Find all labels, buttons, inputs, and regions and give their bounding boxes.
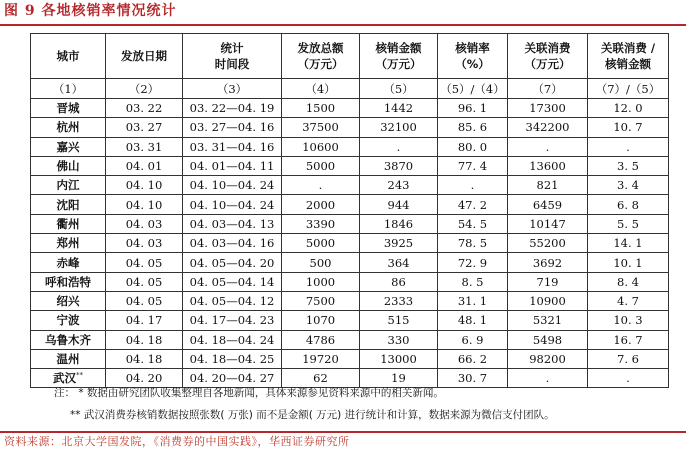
cell-rate: 85. 6 [438, 118, 508, 137]
cell-issued: 37500 [282, 118, 360, 137]
cell-rate: 31. 1 [438, 291, 508, 310]
table-row [31, 118, 669, 137]
cell-period: 04. 01—04. 11 [183, 156, 282, 175]
cell-rate: 30. 7 [438, 369, 508, 388]
table-row [31, 311, 669, 330]
cell-redeemed: . [360, 137, 438, 156]
cell-consumption: . [508, 137, 588, 156]
city-name: 晋城 [56, 101, 80, 116]
cell-period: 03. 31—04. 16 [183, 137, 282, 156]
table-row [31, 349, 669, 368]
cell-city [31, 99, 106, 118]
cell-ratio: . [588, 369, 669, 388]
cell-rate: 80. 0 [438, 137, 508, 156]
cell-redeemed: 330 [360, 330, 438, 349]
cell-redeemed: 1846 [360, 214, 438, 233]
cell-city [31, 291, 106, 310]
cell-ratio: 12. 0 [588, 99, 669, 118]
cell-date: 04. 03 [106, 214, 183, 233]
cell-ratio: 7. 6 [588, 349, 669, 368]
cell-consumption: 10147 [508, 214, 588, 233]
index-row [31, 79, 669, 99]
cell-city [31, 311, 106, 330]
cell-date: 03. 22 [106, 99, 183, 118]
column-header-line: 发放日期 [121, 49, 167, 63]
index-cell: （3） [183, 79, 282, 99]
cell-consumption: 17300 [508, 99, 588, 118]
cell-issued: 1000 [282, 272, 360, 291]
cell-date: 04. 18 [106, 330, 183, 349]
cell-city [31, 137, 106, 156]
city-name: 杭州 [56, 120, 80, 135]
cell-date: 04. 17 [106, 311, 183, 330]
cell-rate: 96. 1 [438, 99, 508, 118]
cell-redeemed: 3925 [360, 234, 438, 253]
cell-ratio: 10. 7 [588, 118, 669, 137]
cell-rate: 72. 9 [438, 253, 508, 272]
cell-consumption: 55200 [508, 234, 588, 253]
city-name: 乌鲁木齐 [45, 332, 91, 347]
city-name: 宁波 [56, 313, 80, 328]
column-header-line: （%） [455, 57, 490, 71]
cell-consumption: 5498 [508, 330, 588, 349]
cell-ratio: 5. 5 [588, 214, 669, 233]
index-cell: （5） [360, 79, 438, 99]
cell-date: 04. 03 [106, 234, 183, 253]
cell-city [31, 272, 106, 291]
cell-issued: 500 [282, 253, 360, 272]
cell-consumption: 6459 [508, 195, 588, 214]
cell-period: 04. 17—04. 23 [183, 311, 282, 330]
cell-period: 04. 10—04. 24 [183, 195, 282, 214]
cell-consumption: 821 [508, 176, 588, 195]
city-name: 郑州 [56, 236, 80, 251]
table-row [31, 156, 669, 175]
coupon-redemption-table [30, 33, 669, 388]
cell-ratio: 14. 1 [588, 234, 669, 253]
cell-issued: 62 [282, 369, 360, 388]
cell-issued: 2000 [282, 195, 360, 214]
cell-city [31, 214, 106, 233]
cell-issued: 4786 [282, 330, 360, 349]
cell-date: 03. 27 [106, 118, 183, 137]
city-name: 佛山 [56, 159, 80, 174]
cell-ratio: 3. 5 [588, 156, 669, 175]
column-header-line: 统计 [220, 41, 244, 55]
index-cell: （2） [106, 79, 183, 99]
header-row [31, 34, 669, 79]
cell-ratio: 16. 7 [588, 330, 669, 349]
cell-city [31, 253, 106, 272]
city-name: 沈阳 [56, 197, 80, 212]
cell-consumption: 5321 [508, 311, 588, 330]
cell-date: 04. 18 [106, 349, 183, 368]
cell-consumption: 13600 [508, 156, 588, 175]
cell-date: 04. 05 [106, 272, 183, 291]
cell-period: 03. 22—04. 19 [183, 99, 282, 118]
column-header-line: 核销率 [455, 41, 490, 55]
cell-redeemed: 32100 [360, 118, 438, 137]
table-row [31, 137, 669, 156]
index-cell: （5）/（4） [438, 79, 508, 99]
cell-period: 04. 05—04. 12 [183, 291, 282, 310]
cell-ratio: 6. 8 [588, 195, 669, 214]
source-line: 资料来源：北京大学国发院，《消费券的中国实践》，华西证券研究所 [4, 435, 350, 448]
column-header [438, 34, 508, 79]
cell-redeemed: 13000 [360, 349, 438, 368]
cell-city [31, 349, 106, 368]
table-row [31, 195, 669, 214]
cell-date: 04. 10 [106, 195, 183, 214]
cell-consumption: 98200 [508, 349, 588, 368]
cell-issued: 7500 [282, 291, 360, 310]
cell-period: 04. 18—04. 25 [183, 349, 282, 368]
figure-title: 图 9 各地核销率情况统计 [4, 3, 177, 19]
column-header-line: （万元） [297, 57, 344, 71]
column-header [360, 34, 438, 79]
cell-redeemed: 1442 [360, 99, 438, 118]
city-name: 呼和浩特 [45, 274, 91, 289]
cell-consumption: . [508, 369, 588, 388]
table-row [31, 272, 669, 291]
top-rule [0, 24, 686, 26]
cell-rate: 66. 2 [438, 349, 508, 368]
note-2: ** 武汉消费券核销数据按照张数( 万张) 而不是金额( 万元) 进行统计和计算，数据来源为微信支付团队。 [70, 409, 555, 421]
cell-period: 04. 18—04. 24 [183, 330, 282, 349]
cell-redeemed: 944 [360, 195, 438, 214]
city-name: 绍兴 [56, 294, 80, 309]
cell-date: 04. 05 [106, 253, 183, 272]
column-header-line: 关联消费 / [600, 41, 656, 55]
city-name: 衢州 [56, 216, 80, 231]
cell-period: 04. 03—04. 13 [183, 214, 282, 233]
cell-city [31, 195, 106, 214]
cell-city [31, 156, 106, 175]
cell-issued: 5000 [282, 156, 360, 175]
column-header [588, 34, 669, 79]
cell-period: 04. 03—04. 16 [183, 234, 282, 253]
note-1: 注： * 数据由研究团队收集整理自各地新闻，具体来源参见资料来源中的相关新闻。 [54, 387, 444, 399]
cell-rate: 54. 5 [438, 214, 508, 233]
cell-rate: 47. 2 [438, 195, 508, 214]
cell-ratio: . [588, 137, 669, 156]
cell-rate: 78. 5 [438, 234, 508, 253]
cell-redeemed: 19 [360, 369, 438, 388]
cell-rate: 48. 1 [438, 311, 508, 330]
table-row [31, 253, 669, 272]
table-row [31, 99, 669, 118]
cell-redeemed: 2333 [360, 291, 438, 310]
cell-rate: 6. 9 [438, 330, 508, 349]
notes [54, 382, 674, 426]
column-header-line: 城市 [56, 49, 80, 63]
table-row [31, 176, 669, 195]
index-cell: （1） [31, 79, 106, 99]
cell-redeemed: 243 [360, 176, 438, 195]
column-header-line: 关联消费 [524, 41, 571, 55]
table-row [31, 214, 669, 233]
column-header [31, 34, 106, 79]
column-header-line: 核销金额 [375, 41, 422, 55]
cell-rate: 8. 5 [438, 272, 508, 291]
cell-redeemed: 364 [360, 253, 438, 272]
city-name: 内江 [56, 178, 80, 193]
city-name: 武汉 [53, 371, 76, 386]
cell-redeemed: 3870 [360, 156, 438, 175]
cell-date: 04. 10 [106, 176, 183, 195]
table-row [31, 291, 669, 310]
cell-date: 04. 20 [106, 369, 183, 388]
index-cell: （4） [282, 79, 360, 99]
column-header [183, 34, 282, 79]
cell-city [31, 118, 106, 137]
index-cell: （7） [508, 79, 588, 99]
column-header [106, 34, 183, 79]
cell-period: 04. 10—04. 24 [183, 176, 282, 195]
city-name: 嘉兴 [56, 139, 80, 154]
city-name: 赤峰 [56, 255, 80, 270]
footnote-marker: ** [76, 371, 83, 380]
column-header-line: 发放总额 [297, 41, 344, 55]
cell-issued: 19720 [282, 349, 360, 368]
bottom-rule [0, 431, 686, 433]
column-header-line: 时间段 [214, 57, 250, 71]
column-header-line: （万元） [375, 57, 422, 71]
cell-ratio: 10. 3 [588, 311, 669, 330]
cell-period: 04. 20—04. 27 [183, 369, 282, 388]
cell-issued: 5000 [282, 234, 360, 253]
cell-date: 04. 05 [106, 291, 183, 310]
index-cell: （7）/（5） [588, 79, 669, 99]
cell-issued: 3390 [282, 214, 360, 233]
cell-period: 03. 27—04. 16 [183, 118, 282, 137]
column-header-line: 核销金额 [605, 57, 651, 71]
column-header [282, 34, 360, 79]
table-row [31, 234, 669, 253]
cell-rate: . [438, 176, 508, 195]
cell-ratio: 10. 1 [588, 253, 669, 272]
column-header [508, 34, 588, 79]
cell-period: 04. 05—04. 20 [183, 253, 282, 272]
cell-consumption: 3692 [508, 253, 588, 272]
cell-issued: 1070 [282, 311, 360, 330]
cell-city [31, 330, 106, 349]
cell-ratio: 4. 7 [588, 291, 669, 310]
cell-period: 04. 05—04. 14 [183, 272, 282, 291]
cell-city [31, 176, 106, 195]
table-row [31, 330, 669, 349]
cell-issued: . [282, 176, 360, 195]
cell-consumption: 10900 [508, 291, 588, 310]
cell-date: 03. 31 [106, 137, 183, 156]
cell-ratio: 3. 4 [588, 176, 669, 195]
cell-ratio: 8. 4 [588, 272, 669, 291]
cell-redeemed: 86 [360, 272, 438, 291]
cell-rate: 77. 4 [438, 156, 508, 175]
cell-issued: 1500 [282, 99, 360, 118]
city-name: 温州 [56, 352, 80, 366]
cell-consumption: 342200 [508, 118, 588, 137]
cell-issued: 10600 [282, 137, 360, 156]
cell-city [31, 234, 106, 253]
cell-date: 04. 01 [106, 156, 183, 175]
cell-consumption: 719 [508, 272, 588, 291]
cell-redeemed: 515 [360, 311, 438, 330]
column-header-line: （万元） [524, 57, 571, 71]
